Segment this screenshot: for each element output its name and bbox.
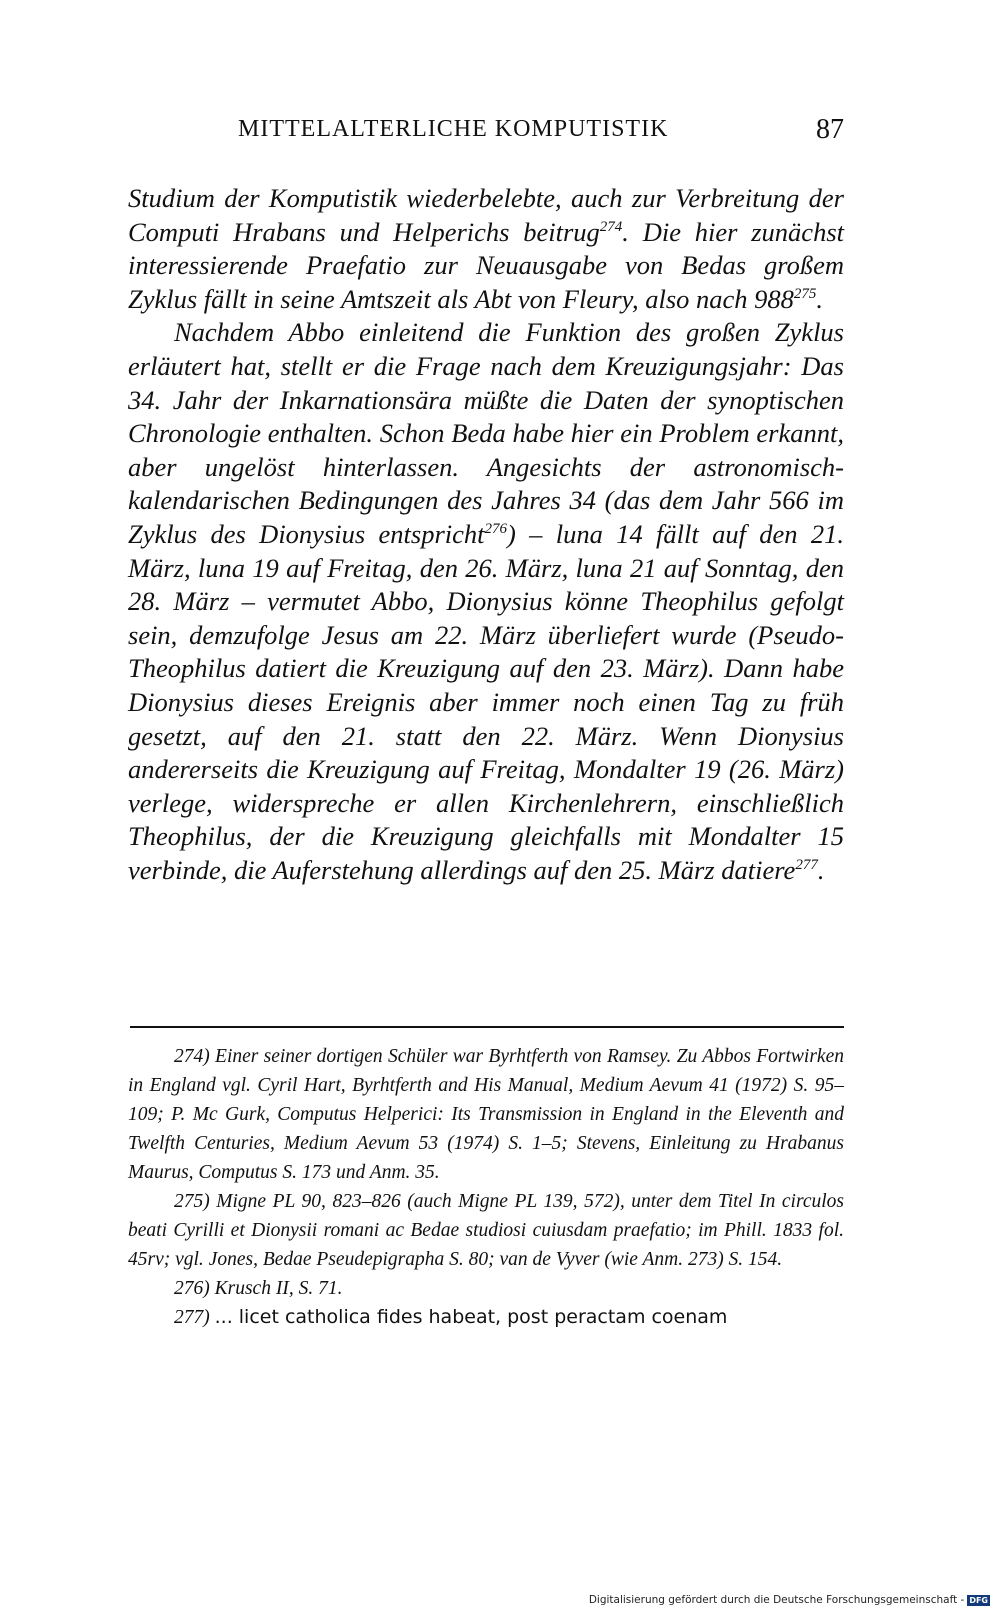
footnote-divider <box>130 1026 844 1028</box>
paragraph-2-text-c: . <box>817 854 825 885</box>
credit-text: Digitalisierung gefördert durch die Deutsche Forschungsgemeinschaft - <box>588 1594 965 1606</box>
main-text <box>128 182 844 887</box>
footnote-277-number: 277) <box>174 1307 210 1328</box>
paragraph-1 <box>128 182 844 316</box>
footnote-ref-275[interactable]: 275 <box>793 285 817 302</box>
paragraph-1-text-c: . <box>816 283 824 314</box>
footnote-276: 276) Krusch II, S. 71. <box>174 1278 343 1299</box>
paragraph-2-text-b: ) – luna 14 fällt auf den 21. März, luna 19 auf Freitag, den 26. März, luna 21 auf Sonntag, den 28. März – vermutet Abbo, Dionysius könne Theophilus gefolgt sein, demzufolge Jesus am 22. März überliefert wurde (Pseudo-Theophilus datiert die Kreuzigung auf den 23. März). Dann habe Dionysius dieses Ereignis aber immer noch einen Tag zu früh gesetzt, auf den 21. statt den 22. März. Wenn Dionysius andererseits die Kreuzigung auf Freitag, Mondalter 19 (26. März) verlege, widerspreche er allen Kirchenlehrern, einschließlich Theophilus, der die Kreuzigung gleichfalls mit Mondalter 15 verbinde, die Auferstehung allerdings auf den 25. März datiere <box>128 518 845 885</box>
paragraph-1-text-a: Studium der Komputistik wiederbelebte, auch zur Verbreitung der Computi Hrabans und Helperichs beitrug <box>128 183 844 247</box>
digitization-credit <box>589 1594 990 1606</box>
footnote-274: 274) Einer seiner dortigen Schüler war Byrhtferth von Ramsey. Zu Abbos Fortwirken in England vgl. Cyril Hart, Byrhtferth and His Manual, Medium Aevum 41 (1972) S. 95–109; P. Mc Gurk, Computus Helperici: Its Transmission in England in the Eleventh and Twelfth Centuries, Medium Aevum 53 (1974) S. 1–5; Stevens, Einleitung zu Hrabanus Maurus, Computus S. 173 und Anm. 35. <box>128 1046 844 1183</box>
paragraph-2-text-a: Nachdem Abbo einleitend die Funktion des großen Zyklus erläutert hat, stellt er die Frage nach dem Kreuzigungsjahr: Das 34. Jahr der Inkarnationsära müßte die Daten der synoptischen Chronologie enthalten. Schon Beda habe hier ein Problem erkannt, aber ungelöst hinterlassen. Angesichts der astronomisch-kalendarischen Bedingungen des Jahres 34 (das dem Jahr 566 im Zyklus des Dionysius entspricht <box>128 317 844 549</box>
footnote-ref-274[interactable]: 274 <box>599 218 623 235</box>
dfg-logo: DFG <box>969 1595 988 1605</box>
running-header <box>128 116 844 156</box>
footnotes <box>128 1042 844 1332</box>
footnote-ref-277[interactable]: 277 <box>795 857 818 874</box>
footnote-ref-276[interactable]: 276 <box>484 521 508 538</box>
running-title: MITTELALTERLICHE KOMPUTISTIK <box>238 116 669 142</box>
paragraph-2 <box>128 316 844 887</box>
paragraph-1-text-b: . Die hier zunächst interessierende Praefatio zur Neuausgabe von Bedas großem Zyklus fällt in seine Amtszeit als Abt von Fleury, also nach 988 <box>128 216 844 314</box>
footnote-277-text: ... licet catholica fides habeat, post peractam coenam <box>214 1306 728 1328</box>
page-number: 87 <box>816 114 844 145</box>
footnote-277 <box>128 1303 844 1332</box>
footnote-275: 275) Migne PL 90, 823–826 (auch Migne PL 139, 572), unter dem Titel In circulos beati Cyrilli et Dionysii romani ac Bedae studiosi cuiusdam praefatio; im Phill. 1833 fol. 45rv; vgl. Jones, Bedae Pseudepigrapha S. 80; van de Vyver (wie Anm. 273) S. 154. <box>128 1191 844 1270</box>
